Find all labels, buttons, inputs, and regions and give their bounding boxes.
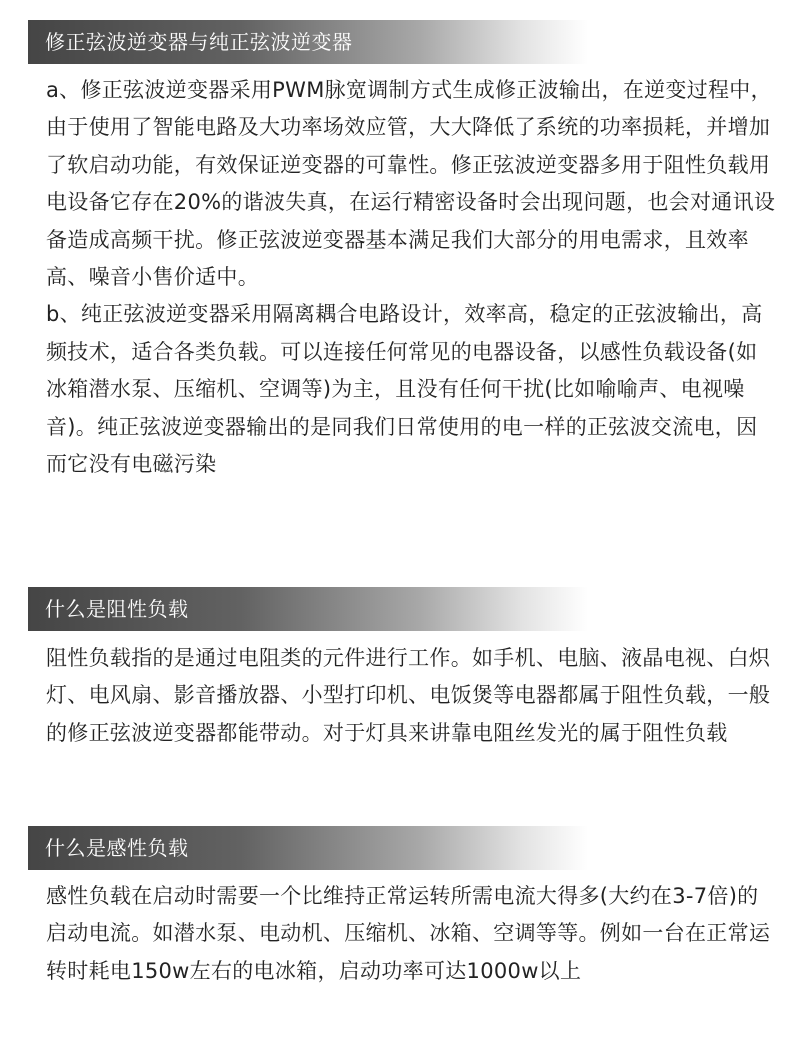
section-body-inductive-load [46, 878, 776, 990]
section-header-inverter-types: 修正弦波逆变器与纯正弦波逆变器 [28, 20, 588, 64]
section-header-inductive-load: 什么是感性负载 [28, 826, 588, 870]
paragraph-resistive-load: 阻性负载指的是通过电阻类的元件进行工作。如手机、电脑、液晶电视、白炽灯、电风扇、影音播放器、小型打印机、电饭煲等电器都属于阻性负载，一般的修正弦波逆变器都能带动。对于灯具来讲靠电阻丝发光的属于阻性负载 [46, 646, 771, 745]
paragraph-pure-sine: b、纯正弦波逆变器采用隔离耦合电路设计，效率高，稳定的正弦波输出，高频技术，适合各类负载。可以连接任何常见的电器设备，以感性负载设备(如冰箱潜水泵、压缩机、空调等)为主，且没有任何干扰(比如喻喻声、电视噪音)。纯正弦波逆变器输出的是同我们日常使用的电一样的正弦波交流电，因而它没有电磁污染 [46, 302, 763, 477]
section-body-inverter-types [46, 72, 776, 483]
section-header-resistive-load: 什么是阻性负载 [28, 587, 588, 631]
paragraph-modified-sine: a、修正弦波逆变器采用PWM脉宽调制方式生成修正波输出，在逆变过程中，由于使用了智能电路及大功率场效应管，大大降低了系统的功率损耗，并增加了软启动功能，有效保证逆变器的可靠性。修正弦波逆变器多用于阻性负载用电设备它存在20%的谐波失真，在运行精密设备时会出现问题，也会对通讯设备造成高频干扰。修正弦波逆变器基本满足我们大部分的用电需求，且效率高、噪音小售价适中。 [46, 78, 776, 290]
section-body-resistive-load [46, 640, 776, 752]
paragraph-inductive-load: 感性负载在启动时需要一个比维持正常运转所需电流大得多(大约在3-7倍)的启动电流。如潜水泵、电动机、压缩机、冰箱、空调等等。例如一台在正常运转时耗电150w左右的电冰箱，启动功率可达1000w以上 [46, 884, 771, 983]
